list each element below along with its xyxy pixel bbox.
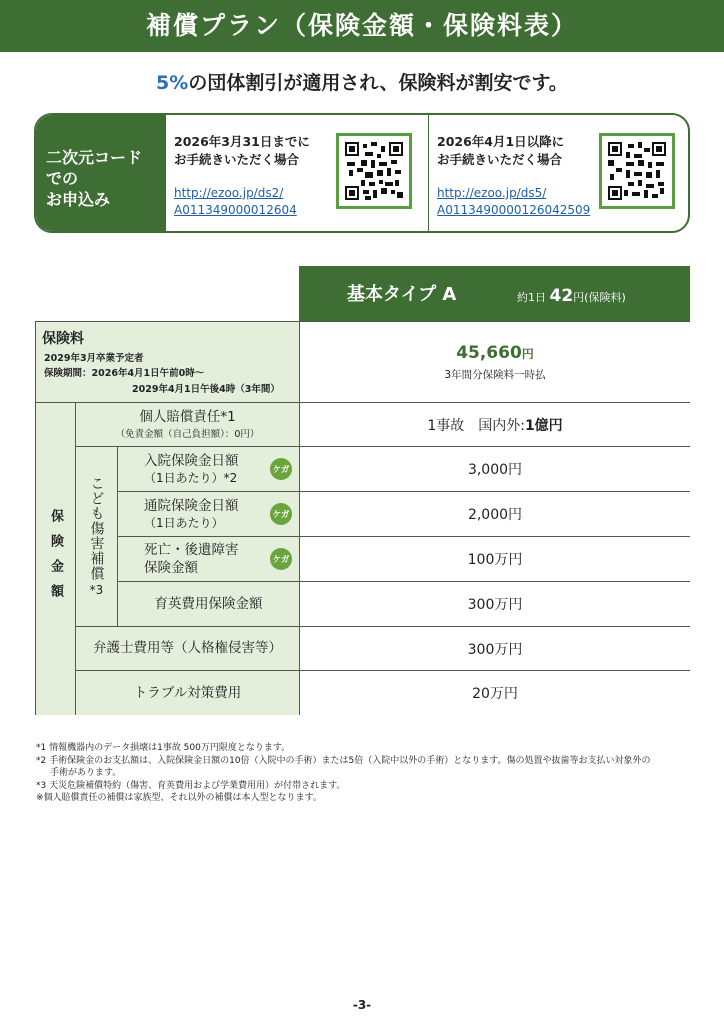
qr-panel-after-deadline bbox=[428, 115, 688, 231]
death-disability-label: 死亡・後遺障害 bbox=[144, 542, 239, 558]
row-label-lawyer: 弁護士費用等（人格権侵害等） bbox=[76, 627, 300, 671]
qr-url-link[interactable] bbox=[174, 185, 344, 219]
premium-amount-number: 45,660 bbox=[456, 342, 522, 363]
liability-value-amount: 1億円 bbox=[524, 417, 563, 434]
row-label-hospitalization bbox=[118, 447, 300, 492]
kodomo-injury-note: *3 bbox=[89, 583, 104, 597]
footnote: ※個人賠償責任の補償は家族型、それ以外の補償は本人型となります。 bbox=[36, 793, 322, 803]
qr-code-icon[interactable] bbox=[336, 133, 412, 209]
injury-badge-icon: ケガ bbox=[270, 548, 292, 570]
row-label-trouble: トラブル対策費用 bbox=[76, 671, 300, 715]
premium-value-cell bbox=[300, 322, 690, 403]
plan-day-suffix: 円(保険料) bbox=[573, 291, 626, 304]
plan-name: 基本タイプ A bbox=[347, 284, 457, 305]
row-label-outpatient bbox=[118, 492, 300, 537]
hospitalization-sub: （1日あたり）*2 bbox=[144, 471, 238, 485]
premium-period-end: 2029年4月1日午後4時（3年間） bbox=[132, 384, 280, 395]
footnote: *3 天災危険補償特約（傷害、育英費用および学業費用用）が付帯されます。 bbox=[36, 780, 346, 791]
premium-amount bbox=[456, 343, 534, 363]
footnotes bbox=[36, 742, 701, 805]
premium-label-cell bbox=[36, 322, 300, 403]
row-value-hospitalization: 3,000円 bbox=[300, 447, 690, 492]
plan-daily-premium bbox=[517, 286, 626, 306]
qr-application-box bbox=[34, 113, 690, 233]
kodomo-injury-text: こども傷害補償 bbox=[88, 476, 105, 581]
qr-condition-line: 2026年3月31日までに bbox=[174, 134, 310, 149]
qr-url-link[interactable] bbox=[437, 185, 607, 219]
row-value-outpatient: 2,000円 bbox=[300, 492, 690, 537]
footnote: 手術があります。 bbox=[50, 768, 122, 778]
coverage-table bbox=[35, 321, 690, 715]
premium-target: 2029年3月卒業予定者 bbox=[44, 353, 144, 364]
discount-rate: 5% bbox=[156, 72, 189, 94]
row-value-lawyer: 300万円 bbox=[300, 627, 690, 671]
outpatient-label: 通院保険金日額 bbox=[144, 498, 239, 514]
row-value-trouble: 20万円 bbox=[300, 671, 690, 715]
qr-label-line: での bbox=[46, 169, 79, 188]
row-value-scholarship: 300万円 bbox=[300, 582, 690, 627]
qr-condition-line: 2026年4月1日以降に bbox=[437, 134, 565, 149]
qr-condition bbox=[437, 133, 597, 169]
liability-sub: （免責金額（自己負担額）：0円） bbox=[115, 429, 260, 440]
qr-label-line: 二次元コード bbox=[46, 148, 143, 167]
hospitalization-label: 入院保険金日額 bbox=[144, 453, 239, 469]
qr-code-graphic bbox=[608, 142, 666, 200]
injury-badge-icon: ケガ bbox=[270, 458, 292, 480]
discount-text: の団体割引が適用され、保険料が割安です。 bbox=[188, 72, 568, 94]
footnote: *2 手術保険金のお支払額は、入院保険金日額の10倍（入院中の手術）または5倍（入院中以外の手術）となります。傷の処置や抜歯等お支払い対象外の bbox=[36, 755, 651, 766]
qr-url-line[interactable]: A0113490000126042509 bbox=[437, 203, 591, 217]
liability-value-prefix: 1事故 国内外: bbox=[427, 417, 525, 434]
row-label-scholarship: 育英費用保険金額 bbox=[118, 582, 300, 627]
premium-payment-note: 3年間分保険料一時払 bbox=[444, 368, 546, 381]
liability-label: 個人賠償責任*1 bbox=[139, 409, 236, 425]
page-number: -3- bbox=[352, 998, 372, 1012]
qr-label-line: お申込み bbox=[46, 190, 111, 209]
row-value-liability bbox=[300, 403, 690, 447]
plan-day-amount: 42 bbox=[549, 286, 574, 306]
qr-condition-line: お手続きいただく場合 bbox=[174, 152, 300, 167]
qr-application-label bbox=[36, 115, 166, 231]
page-title: 補償プラン（保険金額・保険料表） bbox=[0, 0, 724, 52]
premium-period-start: 保険期間：2026年4月1日午前0時～ bbox=[44, 368, 205, 379]
discount-subtitle bbox=[0, 68, 724, 95]
qr-url-line[interactable]: A011349000012604 bbox=[174, 203, 297, 217]
injury-badge-icon: ケガ bbox=[270, 503, 292, 525]
premium-amount-unit: 円 bbox=[521, 346, 534, 361]
qr-code-graphic bbox=[345, 142, 403, 200]
footnote: *1 情報機器内のデータ損壊は1事故 500万円限度となります。 bbox=[36, 743, 291, 753]
outpatient-sub: （1日あたり） bbox=[144, 516, 224, 530]
qr-url-line[interactable]: http://ezoo.jp/ds2/ bbox=[174, 186, 284, 200]
coverage-group-label bbox=[36, 403, 76, 715]
qr-condition bbox=[174, 133, 334, 169]
row-label-death-disability bbox=[118, 537, 300, 582]
qr-url-line[interactable]: http://ezoo.jp/ds5/ bbox=[437, 186, 547, 200]
row-value-death-disability: 100万円 bbox=[300, 537, 690, 582]
coverage-group-text: 保険金額 bbox=[48, 509, 63, 609]
death-disability-sub: 保険金額 bbox=[144, 560, 198, 576]
plan-day-prefix: 約1日 bbox=[517, 291, 546, 304]
qr-code-icon[interactable] bbox=[599, 133, 675, 209]
premium-title: 保険料 bbox=[42, 331, 84, 347]
qr-condition-line: お手続きいただく場合 bbox=[437, 152, 563, 167]
row-label-liability bbox=[76, 403, 300, 447]
kodomo-injury-label bbox=[76, 447, 118, 627]
plan-header bbox=[299, 266, 690, 321]
qr-panel-before-deadline bbox=[166, 115, 428, 231]
